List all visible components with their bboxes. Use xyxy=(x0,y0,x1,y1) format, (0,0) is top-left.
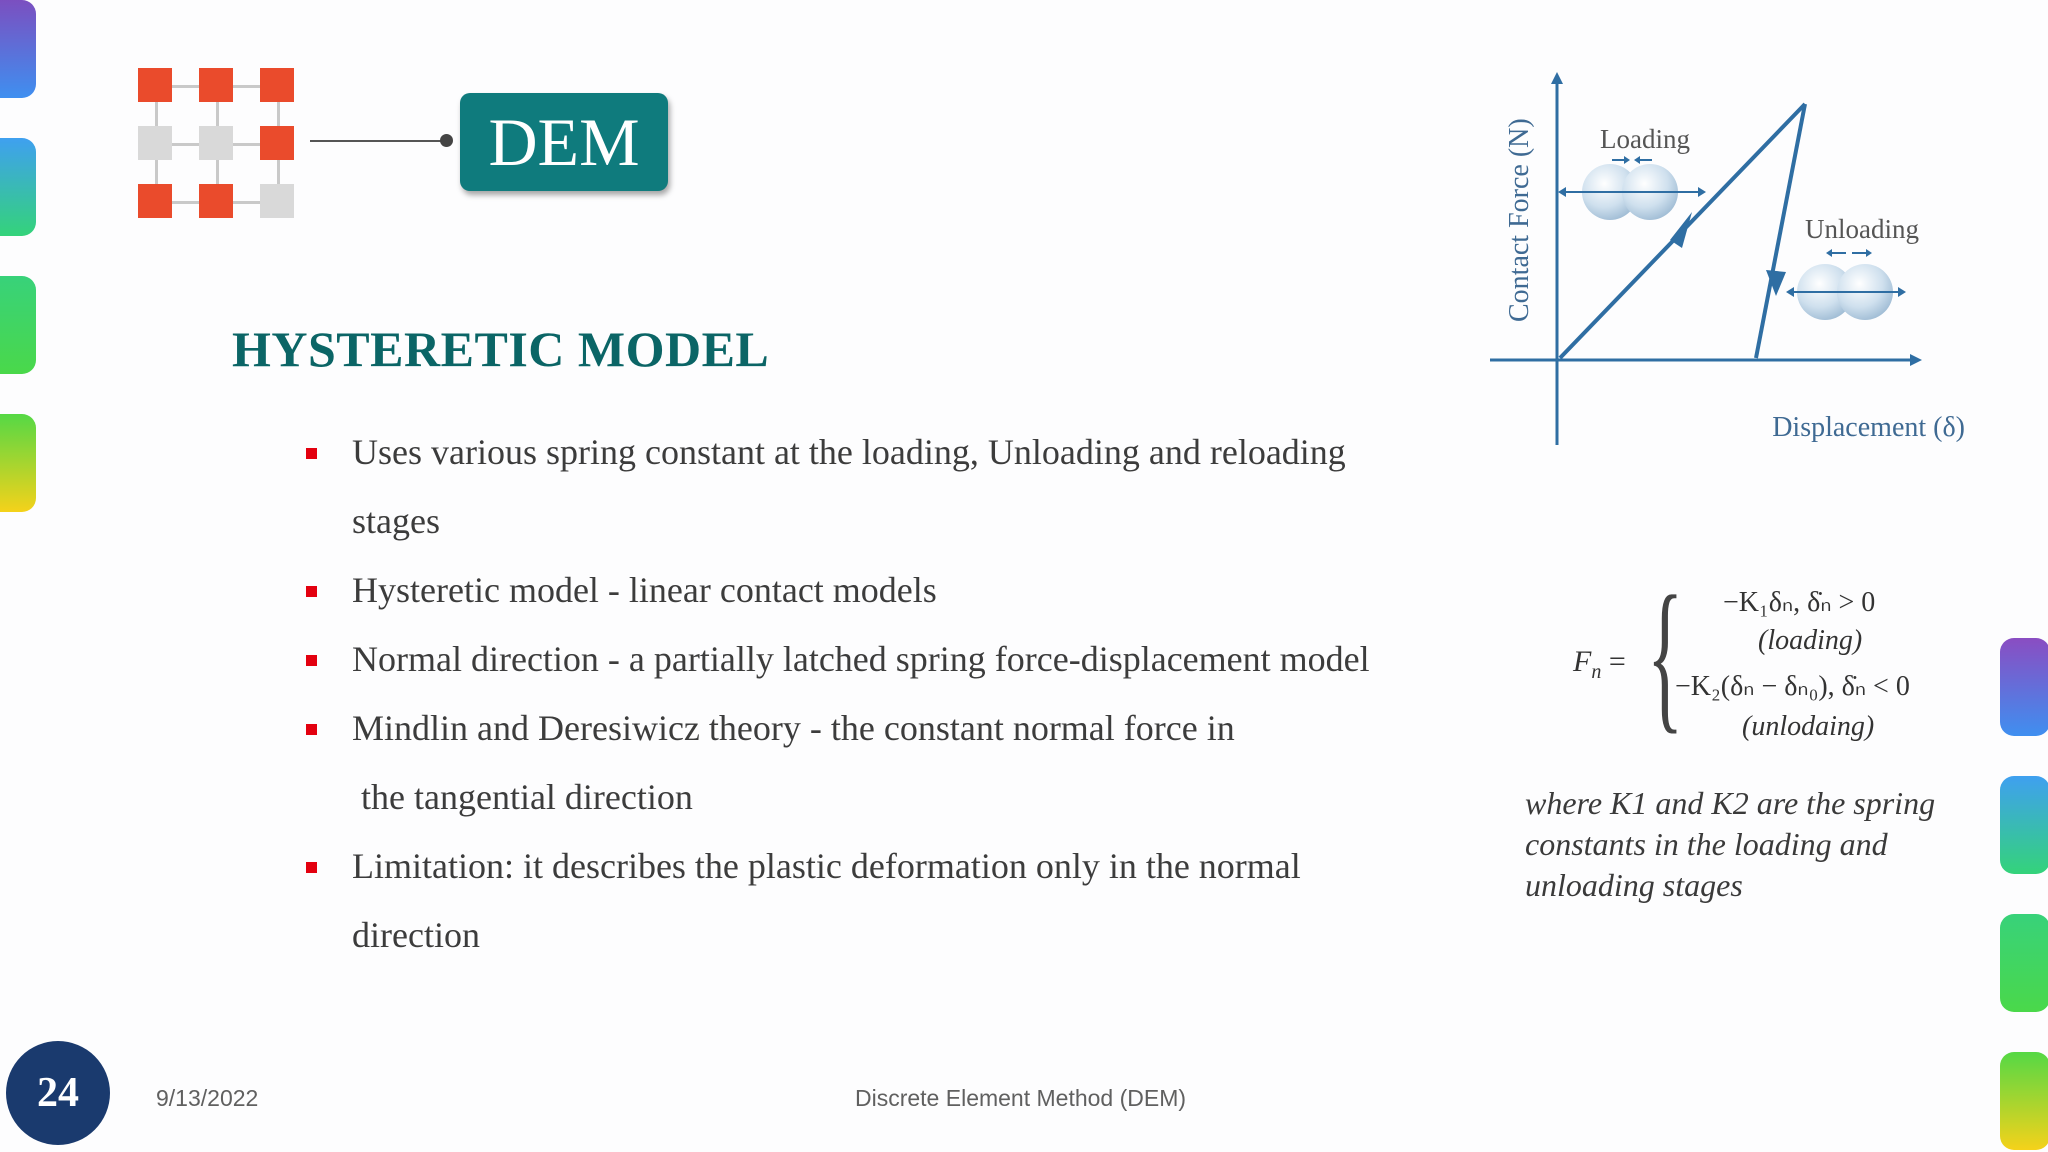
dem-label-box: DEM xyxy=(460,93,668,191)
bullet-list xyxy=(300,418,1460,970)
formula-brace: { xyxy=(1647,562,1684,748)
connector-line xyxy=(310,140,445,142)
piecewise-formula xyxy=(1565,562,1965,755)
footer-date: 9/13/2022 xyxy=(156,1085,259,1111)
unloading-path xyxy=(1756,104,1805,358)
bullet-marker xyxy=(306,655,317,666)
logo-square xyxy=(260,68,294,102)
bullet-marker xyxy=(306,448,317,459)
formula-row-2: (loading) xyxy=(1758,625,1863,656)
page-number-badge: 24 xyxy=(6,1041,110,1145)
bullet-marker xyxy=(306,862,317,873)
bullet-text: Hysteretic model - linear contact models xyxy=(352,570,937,610)
formula-row-4: (unlodaing) xyxy=(1742,711,1875,742)
force-displacement-diagram xyxy=(1470,60,1980,470)
x-axis-arrow xyxy=(1910,354,1922,366)
formula-row-1: −K₁δₙ, δ̇ₙ > 0 xyxy=(1723,587,1876,618)
decorative-tab xyxy=(0,276,36,374)
decorative-tab xyxy=(2000,1052,2048,1150)
bullet-continuation xyxy=(300,901,1460,970)
bullet-text: direction xyxy=(352,915,480,955)
bullet-marker xyxy=(306,586,317,597)
unloading-label: Unloading xyxy=(1805,214,1919,244)
decorative-tab xyxy=(2000,638,2048,736)
bullet-item xyxy=(300,625,1460,694)
connector-dot xyxy=(440,134,453,147)
bullet-item xyxy=(300,418,1460,487)
bullet-continuation xyxy=(300,487,1460,556)
bullet-item xyxy=(300,694,1460,763)
decorative-tab xyxy=(0,414,36,512)
decorative-tab xyxy=(0,138,36,236)
y-axis-arrow xyxy=(1551,72,1563,84)
slide-heading: HYSTERETIC MODEL xyxy=(232,321,770,377)
bullet-text: the tangential direction xyxy=(352,777,693,817)
decorative-tab xyxy=(2000,914,2048,1012)
logo-square xyxy=(138,68,172,102)
bullet-continuation xyxy=(300,763,1460,832)
bullet-text: Normal direction - a partially latched spring force-displacement model xyxy=(352,639,1370,679)
bullet-text: Uses various spring constant at the loading, Unloading and reloading xyxy=(352,432,1346,472)
bullet-marker xyxy=(306,724,317,735)
logo-square xyxy=(260,126,294,160)
logo-square xyxy=(199,184,233,218)
logo-square xyxy=(199,126,233,160)
bullet-item xyxy=(300,556,1460,625)
logo-square xyxy=(199,68,233,102)
bullet-item xyxy=(300,832,1460,901)
loading-label: Loading xyxy=(1600,124,1690,154)
logo-square xyxy=(260,184,294,218)
footer-title: Discrete Element Method (DEM) xyxy=(855,1085,1187,1111)
formula-row-3: −K₂(δₙ − δₙ₀), δ̇ₙ < 0 xyxy=(1675,671,1910,702)
bullet-text: Mindlin and Deresiwicz theory - the constant normal force in xyxy=(352,708,1235,748)
formula-lhs-subscript: n xyxy=(1591,661,1602,683)
logo-square xyxy=(138,126,172,160)
formula-equals: = xyxy=(1608,645,1626,678)
unloading-spheres xyxy=(1786,249,1906,320)
loading-spheres xyxy=(1558,156,1706,220)
formula-caption: where K1 and K2 are the spring constants in the loading and unloading stages xyxy=(1525,785,1936,903)
decorative-tab xyxy=(0,0,36,98)
formula-lhs xyxy=(1573,645,1626,684)
formula-lhs-symbol: F xyxy=(1573,645,1592,678)
bullet-text: stages xyxy=(352,501,440,541)
y-axis-label: Contact Force (N) xyxy=(1504,118,1535,322)
bullet-text: Limitation: it describes the plastic deformation only in the normal xyxy=(352,846,1301,886)
logo-square xyxy=(138,184,172,218)
decorative-tab xyxy=(2000,776,2048,874)
x-axis-label: Displacement (δ) xyxy=(1772,412,1965,443)
diagram-svg xyxy=(1470,60,1980,470)
